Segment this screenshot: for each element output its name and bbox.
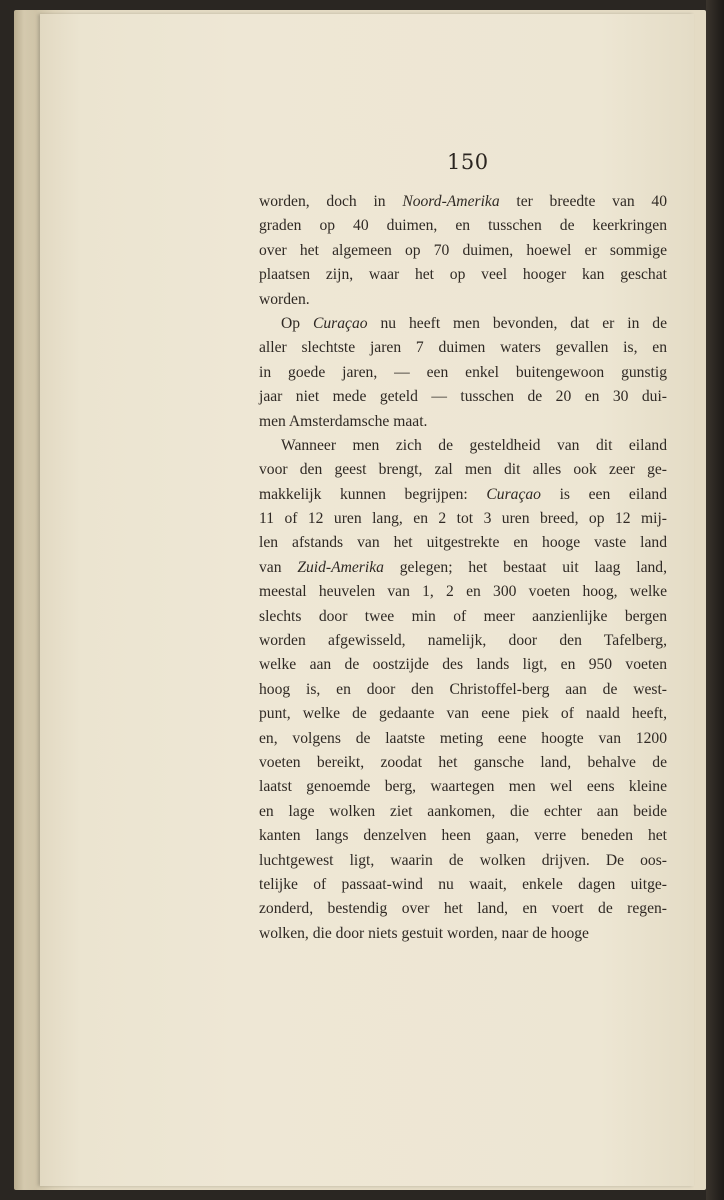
text-line <box>259 629 667 653</box>
text-line <box>259 775 667 799</box>
text-run: hoog is, en door den Christoffel-berg aan de west- <box>259 680 667 698</box>
text-run: gelegen; het bestaat uit laag land, <box>383 558 668 576</box>
text-line <box>259 531 667 555</box>
italic-place-name: Zuid-Amerika <box>297 558 384 576</box>
text-line <box>259 458 667 482</box>
book-binding-edge <box>706 0 724 1200</box>
text-line <box>259 336 667 360</box>
text-line <box>259 483 667 507</box>
text-run: worden. <box>259 290 310 308</box>
text-line <box>259 605 667 629</box>
text-run: voor den geest brengt, zal men dit alles ook zeer ge- <box>259 461 667 479</box>
text-line <box>259 922 667 946</box>
text-run: punt, welke de gedaante van eene piek of naald heeft, <box>259 705 667 723</box>
text-line <box>259 434 667 458</box>
text-run: len afstands van het uitgestrekte en hooge vaste land <box>259 534 667 552</box>
text-run: van <box>259 558 298 576</box>
text-run: meestal heuvelen van 1, 2 en 300 voeten hoog, welke <box>259 583 667 601</box>
page-number: 150 <box>447 150 489 174</box>
text-line <box>259 800 667 824</box>
paragraph <box>259 312 667 434</box>
text-line <box>259 849 667 873</box>
text-run: Op <box>281 314 313 332</box>
text-line <box>259 873 667 897</box>
text-run: wolken, die door niets gestuit worden, naar de hooge <box>259 924 589 942</box>
text-run: slechts door twee min of meer aanzienlijke bergen <box>259 607 667 625</box>
text-run: Wanneer men zich de gesteldheid van dit eiland <box>281 436 667 454</box>
text-run: kanten langs denzelven heen gaan, verre beneden het <box>259 827 667 845</box>
text-run: welke aan de oostzijde des lands ligt, en 950 voeten <box>259 656 667 674</box>
text-run: aller slechtste jaren 7 duimen waters gevallen is, en <box>259 339 667 357</box>
text-line <box>259 190 667 214</box>
text-run: men Amsterdamsche maat. <box>259 412 428 430</box>
text-line <box>259 288 667 312</box>
text-line <box>259 239 667 263</box>
text-line <box>259 312 667 336</box>
text-line <box>259 361 667 385</box>
text-run: en lage wolken ziet aankomen, die echter aan beide <box>259 802 667 820</box>
text-line <box>259 263 667 287</box>
text-run: graden op 40 duimen, en tusschen de keerkringen <box>259 217 667 235</box>
text-line <box>259 897 667 921</box>
paragraph <box>259 434 667 946</box>
text-run: luchtgewest ligt, waarin de wolken drijven. De oos- <box>259 851 667 869</box>
body-text <box>259 190 667 946</box>
paragraph <box>259 190 667 312</box>
text-run: voeten bereikt, zoodat het gansche land, behalve de <box>259 753 667 771</box>
text-run: 11 of 12 uren lang, en 2 tot 3 uren breed, op 12 mij- <box>259 510 667 528</box>
text-line <box>259 678 667 702</box>
text-line <box>259 507 667 531</box>
text-run: worden, doch in <box>259 193 403 210</box>
text-run: worden afgewisseld, namelijk, door den Tafelberg, <box>259 632 667 650</box>
text-run: plaatsen zijn, waar het op veel hooger kan geschat <box>259 266 667 284</box>
text-run: zonderd, bestendig over het land, en voert de regen- <box>259 900 667 918</box>
text-line <box>259 824 667 848</box>
text-line <box>259 580 667 604</box>
text-run: ter breedte van 40 <box>499 193 667 210</box>
text-line <box>259 410 667 434</box>
text-run: nu heeft men bevonden, dat er in de <box>367 314 668 332</box>
text-run: telijke of passaat-wind nu waait, enkele dagen uitge- <box>259 875 667 893</box>
text-line <box>259 727 667 751</box>
text-line <box>259 702 667 726</box>
text-line <box>259 751 667 775</box>
text-run: makkelijk kunnen begrijpen: <box>259 485 487 503</box>
text-run: over het algemeen op 70 duimen, hoewel er sommige <box>259 241 667 259</box>
text-line <box>259 214 667 238</box>
italic-place-name: Noord-Amerika <box>402 193 500 210</box>
italic-place-name: Curaçao <box>312 314 368 332</box>
text-run: is een eiland <box>540 485 668 503</box>
text-line <box>259 653 667 677</box>
text-line <box>259 556 667 580</box>
text-run: laatst genoemde berg, waartegen men wel eens kleine <box>259 778 667 796</box>
text-run: jaar niet mede geteld — tusschen de 20 en 30 dui- <box>259 388 667 406</box>
text-run: in goede jaren, — een enkel buitengewoon gunstig <box>259 363 667 381</box>
text-run: en, volgens de laatste meting eene hoogte van 1200 <box>259 729 667 747</box>
text-line <box>259 385 667 409</box>
italic-place-name: Curaçao <box>486 485 541 503</box>
